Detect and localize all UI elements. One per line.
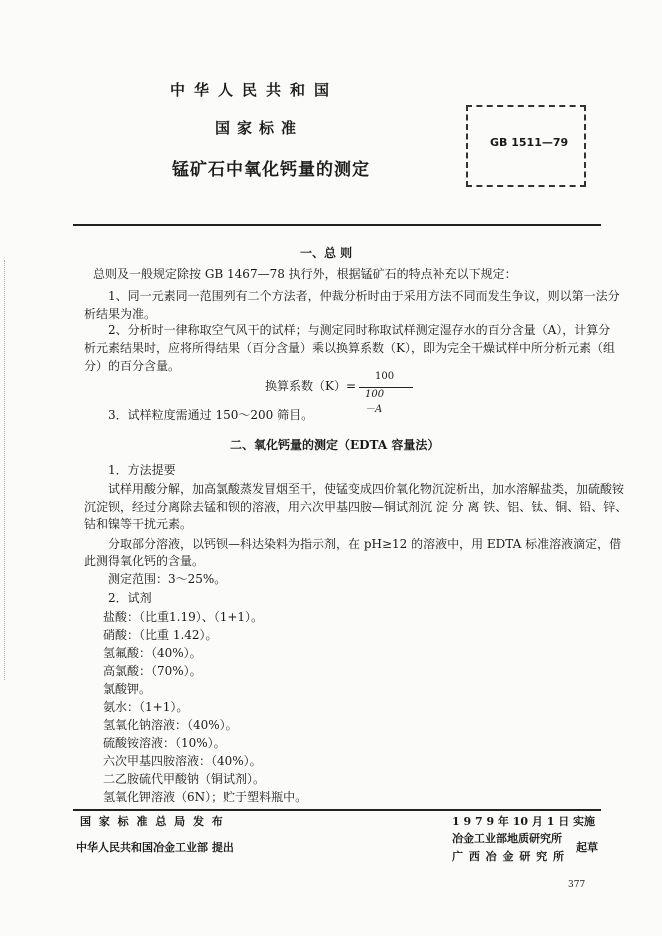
section1-heading: 一、总 则 (300, 246, 353, 260)
method-summary-heading: 1．方法提要 (108, 463, 176, 477)
section1-p2-line3: 分）的百分含量。 (84, 359, 181, 373)
standard-code: GB 1511—79 (490, 136, 569, 149)
reagent-item: 六次甲基四胺溶液：（40%）。 (103, 754, 262, 768)
reagent-item: 硫酸铵溶液：（10%）。 (103, 736, 226, 750)
section2-heading: 二、氧化钙量的测定（EDTA 容量法） (230, 438, 440, 452)
standard-type: 国家标准 (215, 119, 304, 137)
document-title: 锰矿石中氧化钙量的测定 (172, 160, 370, 180)
formula-denominator: 100－A (365, 389, 385, 415)
method-line1: 试样用酸分解，加高氯酸蒸发冒烟至干，使锰变成四价氧化物沉淀析出，加水溶解盐类，加硫酸铵 (108, 482, 625, 496)
conversion-formula (265, 371, 395, 415)
drafting-org-2: 广 西 冶 金 研 究 所 (452, 850, 565, 863)
binding-edge-marks (4, 260, 13, 680)
reagent-item: 盐酸：（比重1.19）、（1+1）。 (103, 610, 264, 624)
reagents-heading: 2．试剂 (108, 591, 152, 605)
drafting-org-1: 冶金工业部地质研究所 (452, 832, 562, 845)
section1-p2-line1: 2、分析时一律称取空气风干的试样；与测定同时称取试样测定湿存水的百分含量（A），计算分 (108, 323, 611, 337)
formula-lhs: 换算系数（K）= (265, 379, 357, 393)
section1-p1-line1: 1、同一元素同一范围列有二个方法者，仲裁分析时由于采用方法不同而发生争议，则以第一法分 (108, 289, 620, 303)
section1-p3: 3．试样粒度需通过 150～200 筛目。 (108, 408, 314, 422)
footer-divider (73, 809, 601, 811)
country-name: 中华人民共和国 (170, 81, 339, 99)
implement-date: 1 9 7 9 年 10 月 1 日 实施 (452, 815, 596, 828)
measure-range: 测定范围：3～25%。 (108, 572, 227, 586)
reagent-item: 高氯酸：（70%）。 (103, 664, 202, 678)
section1-intro: 总则及一般规定除按 GB 1467—78 执行外，根据锰矿石的特点补充以下规定： (93, 267, 517, 281)
reagent-item: 氢氧化钠溶液：（40%）。 (103, 718, 238, 732)
reagent-item: 二乙胺硫代甲酸钠（铜试剂）。 (103, 772, 266, 786)
header-divider (73, 224, 601, 226)
page-number: 377 (568, 880, 586, 890)
formula-numerator: 100 (375, 371, 395, 382)
section1-p1-line2: 析结果为准。 (84, 307, 157, 321)
method-line4: 分取部分溶液，以钙钡—科达染料为指示剂，在 pH≥12 的溶液中，用 EDTA 标准溶液滴定，借 (108, 537, 622, 551)
proposer: 中华人民共和国冶金工业部 提出 (76, 841, 234, 854)
reagent-item: 氯酸钾。 (103, 682, 152, 696)
publisher: 国 家 标 准 总 局 发 布 (80, 815, 225, 828)
reagent-item: 硝酸：（比重 1.42）。 (103, 628, 218, 642)
reagent-item: 氢氧化钾溶液（6N）；贮于塑料瓶中。 (103, 790, 308, 804)
standard-code-box (466, 105, 586, 187)
method-line5: 此测得氧化钙的含量。 (84, 554, 205, 568)
reagent-item: 氢氟酸：（40%）。 (103, 646, 202, 660)
drafted-label: 起草 (576, 841, 598, 854)
section1-p2-line2: 析元素结果时，应将所得结果（百分含量）乘以换算系数（K），即为完全干燥试样中所分析元素（组 (84, 341, 615, 355)
reagent-item: 氨水：（1+1）。 (103, 700, 189, 714)
fraction-bar (359, 387, 413, 388)
method-line2: 沉淀钡，经过分离除去锰和钡的溶液，用六次甲基四胺—铜试剂沉 淀 分 离 铁、铝、钛、铜、铅、锌、 (84, 500, 628, 514)
method-line3: 钴和镍等干扰元素。 (84, 517, 193, 531)
